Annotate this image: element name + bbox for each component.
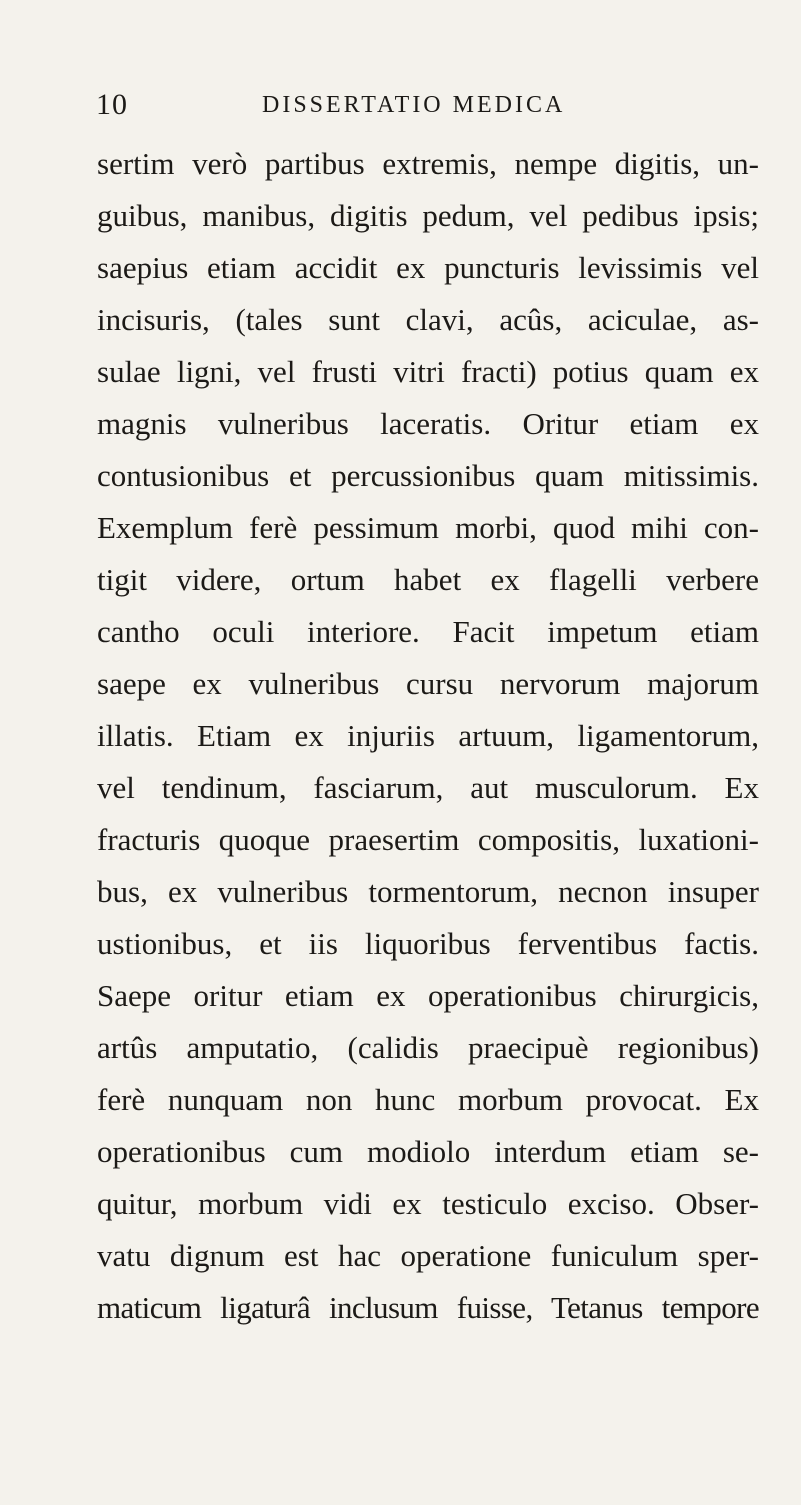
page-header (96, 88, 736, 128)
text-line: vel tendinum, fasciarum, aut musculorum. Ex (97, 770, 759, 805)
text-line: vatu dignum est hac operatione funiculum sper- (97, 1238, 759, 1273)
text-line: magnis vulneribus laceratis. Oritur etiam ex (97, 406, 759, 441)
text-line: cantho oculi interiore. Facit impetum etiam (97, 614, 759, 649)
text-line: ustionibus, et iis liquoribus ferventibus factis. (97, 926, 759, 961)
running-head: DISSERTATIO MEDICA (262, 92, 566, 118)
body-text (97, 138, 759, 1334)
text-line: tigit videre, ortum habet ex flagelli verbere (97, 562, 759, 597)
text-line: incisuris, (tales sunt clavi, acûs, aciculae, as- (97, 302, 759, 337)
text-line: quitur, morbum vidi ex testiculo exciso. Obser- (97, 1186, 759, 1221)
text-line: sertim verò partibus extremis, nempe digitis, un- (97, 146, 759, 181)
text-line: saepe ex vulneribus cursu nervorum majorum (97, 666, 759, 701)
text-line: maticum ligaturâ inclusum fuisse, Tetanus tempore (97, 1290, 759, 1325)
text-line: Saepe oritur etiam ex operationibus chirurgicis, (97, 978, 759, 1013)
text-line: saepius etiam accidit ex puncturis levissimis vel (97, 250, 759, 285)
text-line: artûs amputatio, (calidis praecipuè regionibus) (97, 1030, 759, 1065)
text-line: Exemplum ferè pessimum morbi, quod mihi con- (97, 510, 759, 545)
text-line: contusionibus et percussionibus quam mitissimis. (97, 458, 759, 493)
text-line: fracturis quoque praesertim compositis, luxationi- (97, 822, 759, 857)
text-line: operationibus cum modiolo interdum etiam se- (97, 1134, 759, 1169)
page-number: 10 (96, 88, 128, 121)
text-line: ferè nunquam non hunc morbum provocat. Ex (97, 1082, 759, 1117)
text-line: illatis. Etiam ex injuriis artuum, ligamentorum, (97, 718, 759, 753)
text-line: bus, ex vulneribus tormentorum, necnon insuper (97, 874, 759, 909)
text-line: guibus, manibus, digitis pedum, vel pedibus ipsis; (97, 198, 759, 233)
text-line: sulae ligni, vel frusti vitri fracti) potius quam ex (97, 354, 759, 389)
